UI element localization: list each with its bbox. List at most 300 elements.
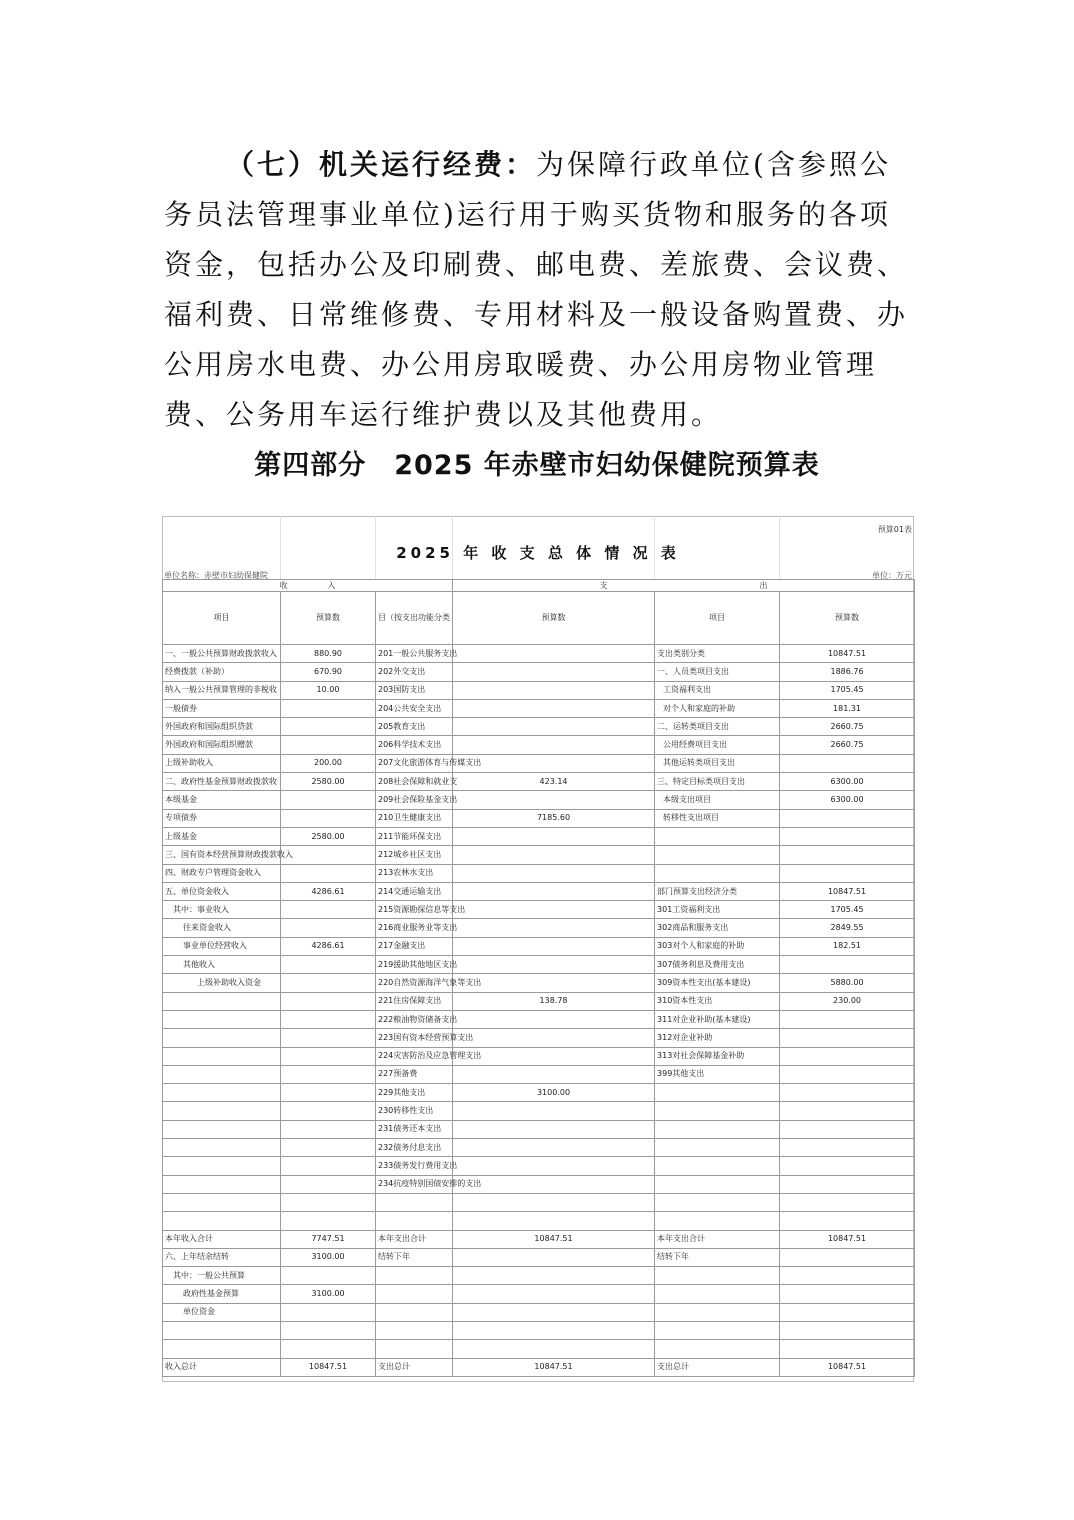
table-cell: 支出总计 <box>376 1358 453 1376</box>
table-row <box>163 1120 915 1138</box>
table-cell <box>163 1340 281 1358</box>
table-cell: 217金融支出 <box>376 937 453 955</box>
table-cell <box>163 1065 281 1083</box>
table-cell: 203国防支出 <box>376 681 453 699</box>
table-cell <box>655 1120 780 1138</box>
table-cell <box>453 791 655 809</box>
table-cell <box>780 827 915 845</box>
table-cell <box>780 956 915 974</box>
table-cell: 880.90 <box>281 645 376 663</box>
table-cell: 工资福利支出 <box>655 681 780 699</box>
table-cell: 事业单位经营收入 <box>163 937 281 955</box>
table-cell: 1705.45 <box>780 681 915 699</box>
table-cell: 2580.00 <box>281 773 376 791</box>
table-cell <box>453 882 655 900</box>
table-cell <box>281 919 376 937</box>
table-cell: 10847.51 <box>780 882 915 900</box>
table-cell: 2580.00 <box>281 827 376 845</box>
table-cell <box>655 1157 780 1175</box>
table-cell: 二、运转类项目支出 <box>655 718 780 736</box>
table-row <box>163 919 915 937</box>
table-cell <box>655 1340 780 1358</box>
table-row <box>163 1212 915 1230</box>
table-cell: 205教育支出 <box>376 718 453 736</box>
table-cell: 213农林水支出 <box>376 864 453 882</box>
table-row <box>163 663 915 681</box>
table-cell: 181.31 <box>780 699 915 717</box>
table-cell <box>376 1212 453 1230</box>
table-cell <box>281 1193 376 1211</box>
table-cell: 211节能环保支出 <box>376 827 453 845</box>
table-cell <box>780 809 915 827</box>
table-cell <box>281 1267 376 1285</box>
table-cell <box>281 1120 376 1138</box>
table-cell <box>281 992 376 1010</box>
table-cell <box>163 1157 281 1175</box>
table-cell: 对个人和家庭的补助 <box>655 699 780 717</box>
table-cell <box>376 1193 453 1211</box>
table-cell <box>780 864 915 882</box>
table-cell: 六、上年结余结转 <box>163 1248 281 1266</box>
table-cell <box>163 1029 281 1047</box>
table-cell: 1886.76 <box>780 663 915 681</box>
table-column-header-row <box>163 592 915 645</box>
table-cell <box>453 1120 655 1138</box>
table-cell <box>281 1212 376 1230</box>
table-cell <box>453 1047 655 1065</box>
table-cell: 210卫生健康支出 <box>376 809 453 827</box>
table-row <box>163 699 915 717</box>
table-cell <box>655 1212 780 1230</box>
table-cell <box>780 1084 915 1102</box>
table-row <box>163 754 915 772</box>
table-cell <box>453 1340 655 1358</box>
table-row <box>163 974 915 992</box>
table-cell <box>281 791 376 809</box>
table-cell <box>780 1303 915 1321</box>
table-cell <box>655 1175 780 1193</box>
table-cell: 外国政府和国际组织赠款 <box>163 736 281 754</box>
table-cell <box>453 699 655 717</box>
table-cell <box>281 1303 376 1321</box>
table-cell: 10847.51 <box>281 1358 376 1376</box>
table-cell: 本年支出合计 <box>655 1230 780 1248</box>
table-row <box>163 864 915 882</box>
table-row <box>163 1102 915 1120</box>
table-cell <box>453 1029 655 1047</box>
table-cell: 本级支出项目 <box>655 791 780 809</box>
table-cell <box>281 956 376 974</box>
table-cell <box>453 681 655 699</box>
table-cell: 部门预算支出经济分类 <box>655 882 780 900</box>
table-row <box>163 1285 915 1303</box>
table-cell: 229其他支出 <box>376 1084 453 1102</box>
table-cell: 301工资福利支出 <box>655 901 780 919</box>
table-cell <box>163 1084 281 1102</box>
table-cell: 7747.51 <box>281 1230 376 1248</box>
table-row <box>163 1267 915 1285</box>
table-row <box>163 1321 915 1339</box>
paragraph-lead: （七）机关运行经费： <box>226 148 537 181</box>
table-cell: 10847.51 <box>453 1230 655 1248</box>
unit-label: 单位：万元 <box>872 571 912 580</box>
table-cell <box>780 1285 915 1303</box>
table-cell: 收入总计 <box>163 1358 281 1376</box>
table-cell <box>655 1267 780 1285</box>
table-cell <box>453 1157 655 1175</box>
table-cell: 212城乡社区支出 <box>376 846 453 864</box>
table-cell <box>453 1010 655 1028</box>
table-cell <box>376 1340 453 1358</box>
table-cell <box>780 846 915 864</box>
section-heading: 第四部分 2025 年赤壁市妇幼保健院预算表 <box>254 450 820 481</box>
table-cell <box>453 1102 655 1120</box>
table-cell: 一、一般公共预算财政拨款收入 <box>163 645 281 663</box>
table-cell <box>281 1321 376 1339</box>
table-cell: 单位资金 <box>163 1303 281 1321</box>
table-cell: 其他收入 <box>163 956 281 974</box>
table-cell <box>376 1285 453 1303</box>
column-header: 目（按支出功能分类 <box>376 592 453 645</box>
table-cell <box>780 1175 915 1193</box>
table-cell: 215资源勘探信息等支出 <box>376 901 453 919</box>
table-cell <box>376 1321 453 1339</box>
table-cell: 670.90 <box>281 663 376 681</box>
table-row <box>163 791 915 809</box>
table-row <box>163 1358 915 1376</box>
table-cell: 2849.55 <box>780 919 915 937</box>
table-cell: 经费拨款（补助） <box>163 663 281 681</box>
table-cell <box>281 1102 376 1120</box>
table-cell: 政府性基金预算 <box>163 1285 281 1303</box>
table-cell: 10847.51 <box>453 1358 655 1376</box>
table-cell: 其中：事业收入 <box>163 901 281 919</box>
table-row <box>163 1139 915 1157</box>
table-cell <box>453 1267 655 1285</box>
table-row <box>163 846 915 864</box>
table-cell <box>453 1065 655 1083</box>
table-cell: 182.51 <box>780 937 915 955</box>
table-cell <box>453 956 655 974</box>
table-row <box>163 937 915 955</box>
table-cell: 4286.61 <box>281 937 376 955</box>
table-cell <box>281 1084 376 1102</box>
table-cell: 302商品和服务支出 <box>655 919 780 937</box>
table-cell <box>655 827 780 845</box>
table-cell: 上级基金 <box>163 827 281 845</box>
table-cell: 233债务发行费用支出 <box>376 1157 453 1175</box>
table-row <box>163 1084 915 1102</box>
table-cell <box>281 1047 376 1065</box>
table-row <box>163 1248 915 1266</box>
table-cell: 1705.45 <box>780 901 915 919</box>
table-cell: 207文化旅游体育与传媒支出 <box>376 754 453 772</box>
table-row <box>163 1047 915 1065</box>
table-cell <box>780 1212 915 1230</box>
table-cell <box>780 1065 915 1083</box>
table-cell: 结转下年 <box>376 1248 453 1266</box>
table-cell: 专项债券 <box>163 809 281 827</box>
table-cell <box>453 937 655 955</box>
table-cell: 本年收入合计 <box>163 1230 281 1248</box>
table-cell: 216商业服务业等支出 <box>376 919 453 937</box>
table-cell <box>281 864 376 882</box>
column-header: 预算数 <box>281 592 376 645</box>
table-cell: 二、政府性基金预算财政拨款收 <box>163 773 281 791</box>
table-cell <box>780 1321 915 1339</box>
column-header: 预算数 <box>780 592 915 645</box>
table-cell: 一般债券 <box>163 699 281 717</box>
table-row <box>163 882 915 900</box>
table-cell <box>655 1303 780 1321</box>
table-cell <box>780 1157 915 1175</box>
table-cell <box>281 809 376 827</box>
table-cell <box>453 1212 655 1230</box>
table-cell: 214交通运输支出 <box>376 882 453 900</box>
table-cell <box>780 1139 915 1157</box>
table-cell <box>453 901 655 919</box>
table-cell: 支出类别分类 <box>655 645 780 663</box>
table-row <box>163 1303 915 1321</box>
income-header: 收 入 <box>163 580 453 592</box>
column-header: 项目 <box>163 592 281 645</box>
table-cell <box>453 663 655 681</box>
table-row <box>163 1193 915 1211</box>
table-cell <box>655 1102 780 1120</box>
table-cell <box>281 1175 376 1193</box>
table-cell: 其中：一般公共预算 <box>163 1267 281 1285</box>
table-cell: 本级基金 <box>163 791 281 809</box>
table-cell: 7185.60 <box>453 809 655 827</box>
table-cell: 三、国有资本经营预算财政拨款收入 <box>163 846 281 864</box>
table-cell: 230转移性支出 <box>376 1102 453 1120</box>
table-cell: 3100.00 <box>281 1248 376 1266</box>
table-group-header-row <box>163 580 915 592</box>
table-cell <box>163 1321 281 1339</box>
table-cell: 本年支出合计 <box>376 1230 453 1248</box>
table-cell <box>655 1139 780 1157</box>
table-row <box>163 718 915 736</box>
table-cell <box>163 992 281 1010</box>
table-cell: 208社会保障和就业支 <box>376 773 453 791</box>
table-cell: 3100.00 <box>281 1285 376 1303</box>
table-cell: 10847.51 <box>780 1358 915 1376</box>
table-cell: 313对社会保障基金补助 <box>655 1047 780 1065</box>
table-cell <box>163 1139 281 1157</box>
table-cell <box>655 1321 780 1339</box>
table-cell: 224灾害防治及应急管理支出 <box>376 1047 453 1065</box>
table-cell: 200.00 <box>281 754 376 772</box>
table-cell <box>453 974 655 992</box>
table-cell <box>780 1267 915 1285</box>
table-cell <box>281 974 376 992</box>
table-cell: 201一般公共服务支出 <box>376 645 453 663</box>
table-cell <box>453 1303 655 1321</box>
table-row <box>163 1065 915 1083</box>
table-cell: 220自然资源海洋气象等支出 <box>376 974 453 992</box>
table-cell <box>453 1139 655 1157</box>
table-cell <box>453 754 655 772</box>
table-cell <box>655 1285 780 1303</box>
table-cell: 上级补助收入资金 <box>163 974 281 992</box>
table-cell <box>163 1175 281 1193</box>
table-cell: 219援助其他地区支出 <box>376 956 453 974</box>
unit-name: 单位名称：赤壁市妇幼保健院 <box>164 571 268 580</box>
table-cell: 往来资金收入 <box>163 919 281 937</box>
table-cell: 230.00 <box>780 992 915 1010</box>
table-cell: 6300.00 <box>780 773 915 791</box>
table-cell <box>453 1285 655 1303</box>
table-title: 2025 年 收 支 总 体 情 况 表 <box>396 544 680 562</box>
table-cell: 310资本性支出 <box>655 992 780 1010</box>
table-row <box>163 681 915 699</box>
table-cell <box>281 1340 376 1358</box>
table-cell <box>163 1120 281 1138</box>
table-cell <box>281 901 376 919</box>
table-row <box>163 827 915 845</box>
table-cell <box>281 1157 376 1175</box>
table-cell <box>453 864 655 882</box>
table-cell: 221住房保障支出 <box>376 992 453 1010</box>
table-cell: 公用经费项目支出 <box>655 736 780 754</box>
table-cell: 209社会保险基金支出 <box>376 791 453 809</box>
column-header: 预算数 <box>453 592 655 645</box>
table-cell <box>655 1193 780 1211</box>
table-cell: 3100.00 <box>453 1084 655 1102</box>
table-cell <box>655 846 780 864</box>
table-cell: 234抗疫特别国债安排的支出 <box>376 1175 453 1193</box>
table-cell <box>376 1303 453 1321</box>
table-cell <box>453 846 655 864</box>
table-row <box>163 809 915 827</box>
table-cell: 5880.00 <box>780 974 915 992</box>
table-cell <box>453 827 655 845</box>
table-cell <box>281 1139 376 1157</box>
table-cell <box>453 1175 655 1193</box>
table-row <box>163 956 915 974</box>
table-cell: 纳入一般公共预算管理的非税收 <box>163 681 281 699</box>
table-row <box>163 773 915 791</box>
table-cell <box>281 1010 376 1028</box>
table-cell: 222粮油物资储备支出 <box>376 1010 453 1028</box>
table-cell <box>453 1248 655 1266</box>
budget-table <box>162 579 915 1377</box>
table-cell: 10847.51 <box>780 1230 915 1248</box>
table-cell <box>780 1029 915 1047</box>
table-row <box>163 1157 915 1175</box>
table-cell: 三、特定目标类项目支出 <box>655 773 780 791</box>
table-code: 预算01表 <box>877 525 912 534</box>
table-cell <box>163 1010 281 1028</box>
table-cell: 转移性支出项目 <box>655 809 780 827</box>
table-cell <box>655 1084 780 1102</box>
table-row <box>163 1175 915 1193</box>
table-cell: 6300.00 <box>780 791 915 809</box>
table-row <box>163 736 915 754</box>
table-cell <box>780 1193 915 1211</box>
table-cell <box>780 1102 915 1120</box>
table-cell: 227预备费 <box>376 1065 453 1083</box>
table-cell: 2660.75 <box>780 718 915 736</box>
table-cell <box>453 645 655 663</box>
table-cell: 231债务还本支出 <box>376 1120 453 1138</box>
table-cell <box>376 1267 453 1285</box>
table-cell <box>163 1047 281 1065</box>
table-cell: 支出总计 <box>655 1358 780 1376</box>
column-header: 项目 <box>655 592 780 645</box>
table-cell: 138.78 <box>453 992 655 1010</box>
table-row <box>163 901 915 919</box>
table-cell <box>281 699 376 717</box>
table-cell: 四、财政专户管理资金收入 <box>163 864 281 882</box>
table-cell: 10.00 <box>281 681 376 699</box>
table-cell <box>453 1321 655 1339</box>
table-cell <box>655 864 780 882</box>
table-cell: 232债务付息支出 <box>376 1139 453 1157</box>
table-row <box>163 645 915 663</box>
table-cell: 423.14 <box>453 773 655 791</box>
table-cell <box>281 846 376 864</box>
table-cell <box>780 1340 915 1358</box>
table-cell: 312对企业补助 <box>655 1029 780 1047</box>
table-cell: 上级补助收入 <box>163 754 281 772</box>
table-cell: 其他运转类项目支出 <box>655 754 780 772</box>
budget-sheet <box>162 516 914 1382</box>
table-cell <box>780 754 915 772</box>
table-row <box>163 992 915 1010</box>
table-cell <box>780 1120 915 1138</box>
table-cell: 309资本性支出(基本建设) <box>655 974 780 992</box>
table-cell: 10847.51 <box>780 645 915 663</box>
table-cell: 206科学技术支出 <box>376 736 453 754</box>
expense-header: 支 出 <box>453 580 915 592</box>
table-cell <box>453 919 655 937</box>
table-cell: 303对个人和家庭的补助 <box>655 937 780 955</box>
table-cell <box>780 1047 915 1065</box>
table-cell <box>453 736 655 754</box>
table-row <box>163 1010 915 1028</box>
table-cell <box>281 1065 376 1083</box>
table-cell: 外国政府和国际组织贷款 <box>163 718 281 736</box>
table-cell <box>780 1010 915 1028</box>
table-cell <box>281 718 376 736</box>
table-cell: 204公共安全支出 <box>376 699 453 717</box>
table-row <box>163 1340 915 1358</box>
table-cell: 202外交支出 <box>376 663 453 681</box>
table-cell: 2660.75 <box>780 736 915 754</box>
table-cell: 399其他支出 <box>655 1065 780 1083</box>
table-cell: 307债务利息及费用支出 <box>655 956 780 974</box>
table-cell: 4286.61 <box>281 882 376 900</box>
table-cell <box>163 1102 281 1120</box>
body-paragraph <box>164 140 914 440</box>
table-cell <box>163 1212 281 1230</box>
table-cell <box>163 1193 281 1211</box>
table-cell: 311对企业补助(基本建设) <box>655 1010 780 1028</box>
table-cell: 223国有资本经营预算支出 <box>376 1029 453 1047</box>
table-cell <box>780 1248 915 1266</box>
table-cell <box>281 1029 376 1047</box>
table-cell: 一、人员类项目支出 <box>655 663 780 681</box>
table-row <box>163 1230 915 1248</box>
table-row <box>163 1029 915 1047</box>
table-cell: 五、单位资金收入 <box>163 882 281 900</box>
table-cell <box>281 736 376 754</box>
table-cell <box>453 1193 655 1211</box>
table-cell <box>453 718 655 736</box>
paragraph-text: 为保障行政单位(含参照公务员法管理事业单位)运行用于购买货物和服务的各项资金，包括办公及印刷费、邮电费、差旅费、会议费、福利费、日常维修费、专用材料及一般设备购置费、办公用房水电费、办公用房取暖费、办公用房物业管理费、公务用车运行维护费以及其他费用。 <box>164 148 909 431</box>
table-cell: 结转下年 <box>655 1248 780 1266</box>
